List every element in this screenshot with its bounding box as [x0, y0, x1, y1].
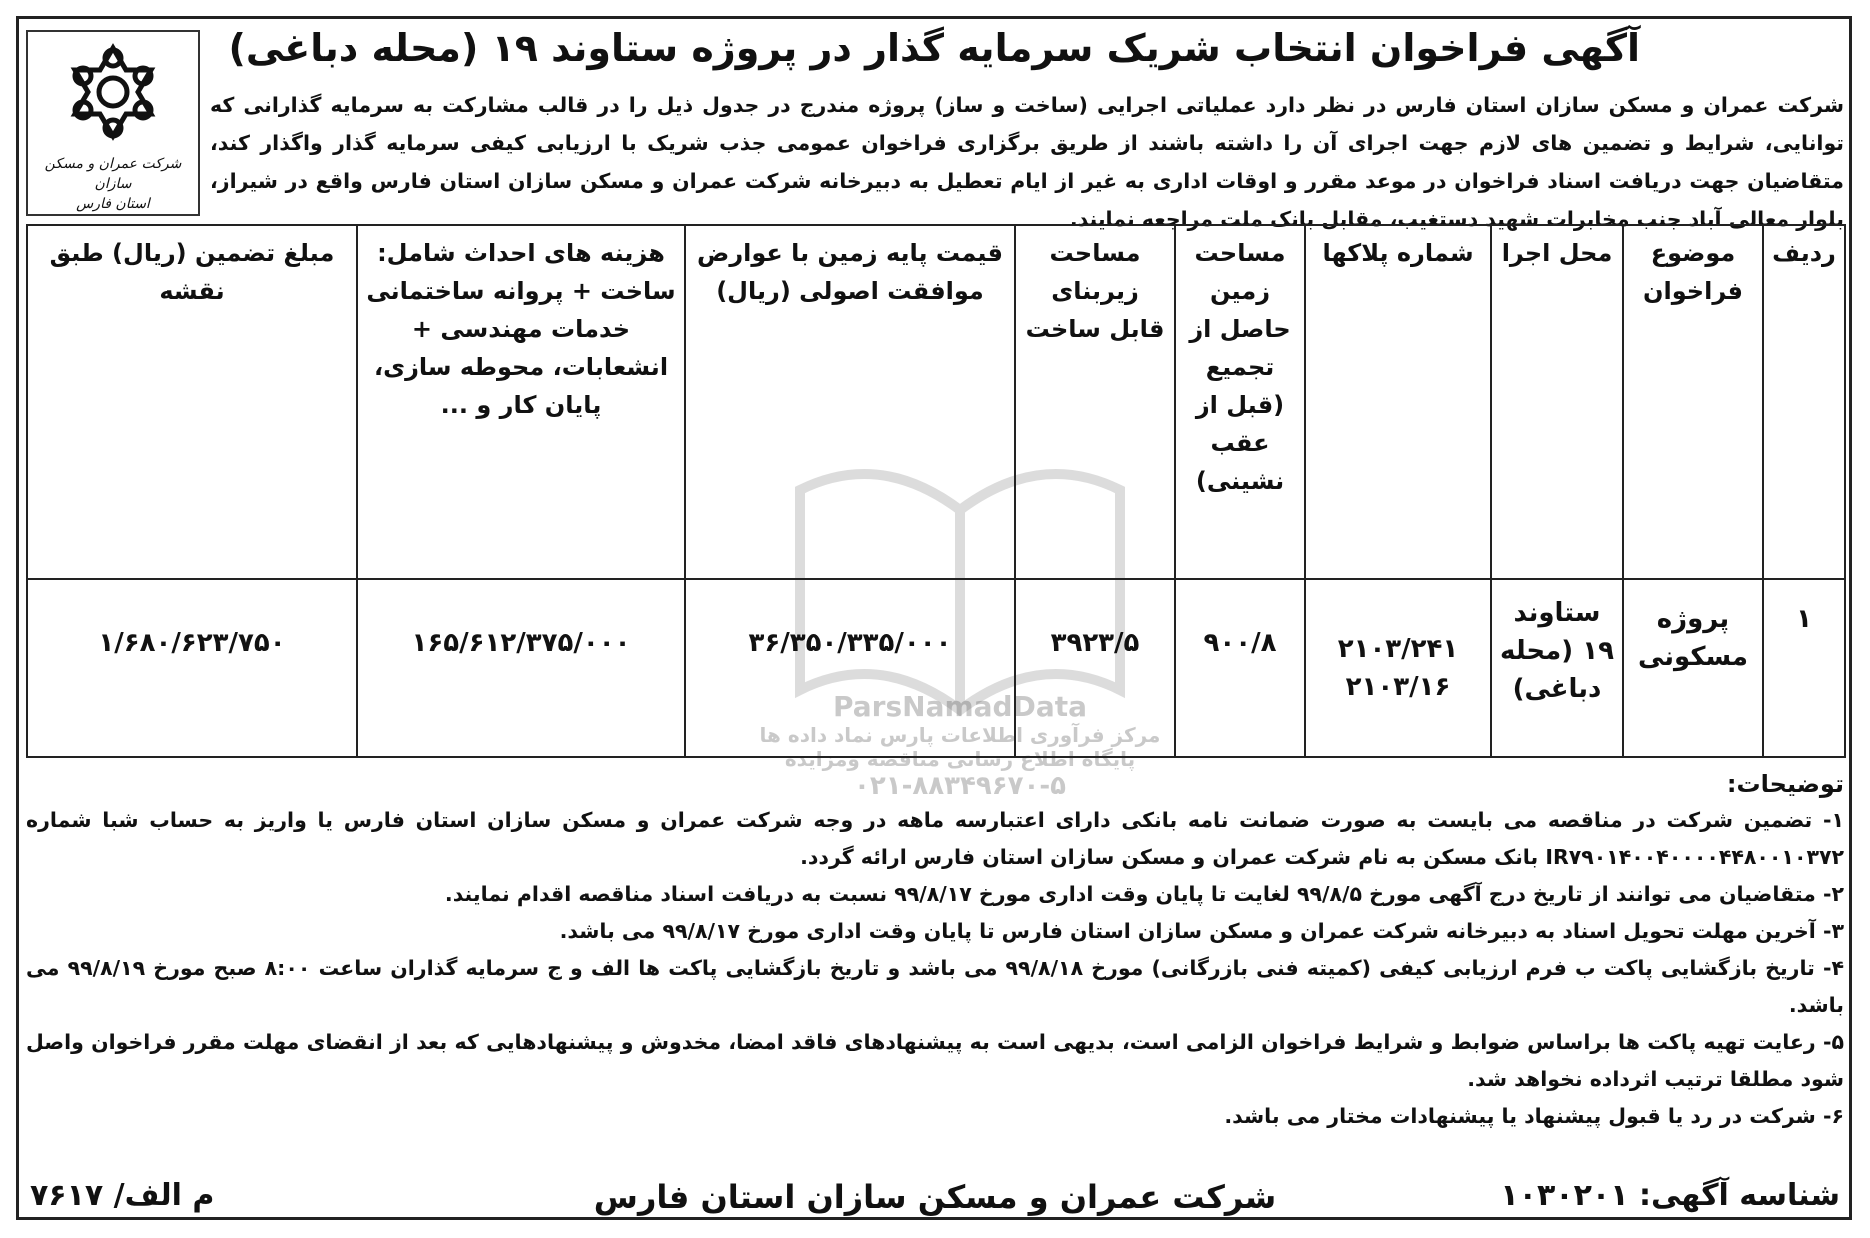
- watermark-phone: ۰۲۱-۸۸۳۴۹۶۷۰-۵: [853, 771, 1066, 801]
- note-item-2: ۲- متقاضیان می توانند از تاریخ درج آگهی مورخ ۹۹/۸/۵ لغایت تا پایان وقت اداری مورخ ۹۹/۸/۱۷ نسبت به دریافت اسناد مناقصه اقدام نمایند.: [444, 882, 1844, 906]
- cell-land-price: ۳۶/۳۵۰/۳۳۵/۰۰۰: [685, 579, 1015, 757]
- header-building-area: مساحت زیربنای قابل ساخت: [1015, 225, 1175, 579]
- note-item-5: ۵- رعایت تهیه پاکت ها براساس ضوابط و شرایط فراخوان الزامی است، بدیهی است به پیشنهادهای فاقد امضا، مخدوش و پیشنهادهایی که بعد از انقضای مهلت مقرر فراخوان واصل شود مطلقا ترتیب اثرداده نخواهد شد.: [26, 1030, 1844, 1091]
- ad-code: ۷۶۱۷ /م الف: [30, 1178, 215, 1213]
- table-header-row: [27, 225, 1845, 579]
- header-guarantee: مبلغ تضمین (ریال) طبق نقشه: [27, 225, 357, 579]
- header-row-index: ردیف: [1763, 225, 1845, 579]
- note-item-6: ۶- شرکت در رد یا قبول پیشنهاد یا پیشنهادات مختار می باشد.: [1224, 1104, 1844, 1128]
- header-location: محل اجرا: [1491, 225, 1623, 579]
- cell-plaques: ۲۱۰۳/۲۴۱ ۲۱۰۳/۱۶: [1305, 579, 1491, 757]
- ad-id: شناسه آگهی: ۱۰۳۰۲۰۱: [1500, 1178, 1840, 1213]
- logo-text-line1: شرکت عمران و مسکن سازان: [44, 156, 182, 192]
- cell-guarantee: ۱/۶۸۰/۶۲۳/۷۵۰: [27, 579, 357, 757]
- notes-heading: توضیحات:: [1726, 770, 1844, 798]
- table-row: [27, 579, 1845, 757]
- header-subject: موضوع فراخوان: [1623, 225, 1763, 579]
- note-item-1: ۱- تضمین شرکت در مناقصه می بایست به صورت ضمانت نامه بانکی دارای اعتبارسه ماهه در وجه شرکت عمران و مسکن سازان استان فارس یا واریز به حساب شبا شماره IR۷۹۰۱۴۰۰۴۰۰۰۰۴۴۸۰۰۱۰۳۷۲ بانک مسکن به نام شرکت عمران و مسکن سازان استان فارس ارائه گردد.: [26, 808, 1844, 869]
- logo-text-line2: استان فارس: [76, 196, 150, 212]
- cell-subject: پروژه مسکونی: [1623, 579, 1763, 757]
- watermark-name: ParsNamadData: [833, 690, 1087, 723]
- header-land-price: قیمت پایه زمین با عوارض موافقت اصولی (ریال): [685, 225, 1015, 579]
- company-logo: [26, 30, 200, 216]
- cell-construction-cost: ۱۶۵/۶۱۲/۳۷۵/۰۰۰: [357, 579, 685, 757]
- notes-section: [26, 766, 1844, 1135]
- watermark-line1: مرکز فرآوری اطلاعات پارس نماد داده ها: [759, 723, 1161, 747]
- intro-paragraph: شرکت عمران و مسکن سازان استان فارس در نظر دارد عملیاتی اجرایی (ساخت و ساز) پروژه مندرج در جدول ذیل را در قالب مشارکت به سرمایه گذارانی که توانایی، شرایط و تضمین های لازم جهت اجرای آن را داشته باشند از طریق برگزاری فراخوان عمومی جذب شریک با ارزیابی کیفی سرمایه گذار واگذار کند، متقاضیان جهت دریافت اسناد فراخوان در موعد مقرر و اوقات اداری به غیر از ایام تعطیل به دبیرخانه شرکت عمران و مسکن سازان استان فارس واقع در شیراز، بلوار معالی آباد جنب مخابرات شهید دستغیب، مقابل بانک ملت مراجعه نمایند.: [210, 93, 1844, 231]
- note-item-3: ۳- آخرین مهلت تحویل اسناد به دبیرخانه شرکت عمران و مسکن سازان استان فارس تا پایان وقت اداری مورخ ۹۹/۸/۱۷ می باشد.: [559, 919, 1844, 943]
- cell-row-index: ۱: [1763, 579, 1845, 757]
- header-plaques: شماره پلاکها: [1305, 225, 1491, 579]
- cell-land-area: ۹۰۰/۸: [1175, 579, 1305, 757]
- ad-footer: [30, 1178, 1840, 1228]
- project-table: [26, 224, 1846, 758]
- note-item-4: ۴- تاریخ بازگشایی پاکت ب فرم ارزیابی کیفی (کمیته فنی بازرگانی) مورخ ۹۹/۸/۱۸ می باشد و تاریخ بازگشایی پاکت ها الف و ج سرمایه گذاران ساعت ۸:۰۰ صبح مورخ ۹۹/۸/۱۹ می باشد.: [26, 956, 1845, 1017]
- ad-title: آگهی فراخوان انتخاب شریک سرمایه گذار در پروژه ستاوند ۱۹ (محله دباغی): [228, 26, 1640, 70]
- watermark-line2: پایگاه اطلاع رسانی مناقصه ومزایده: [784, 747, 1136, 771]
- logo-emblem-icon: [58, 40, 168, 150]
- cell-building-area: ۳۹۲۳/۵: [1015, 579, 1175, 757]
- header-land-area: مساحت زمین حاصل از تجمیع (قبل از عقب نشینی): [1175, 225, 1305, 579]
- cell-location: ستاوند ۱۹ (محله دباغی): [1491, 579, 1623, 757]
- header-construction-cost: هزینه های احداث شامل: ساخت + پروانه ساختمانی خدمات مهندسی + انشعابات، محوطه سازی، پایان کار و ...: [357, 225, 685, 579]
- footer-company-name: شرکت عمران و مسکن سازان استان فارس: [593, 1178, 1277, 1216]
